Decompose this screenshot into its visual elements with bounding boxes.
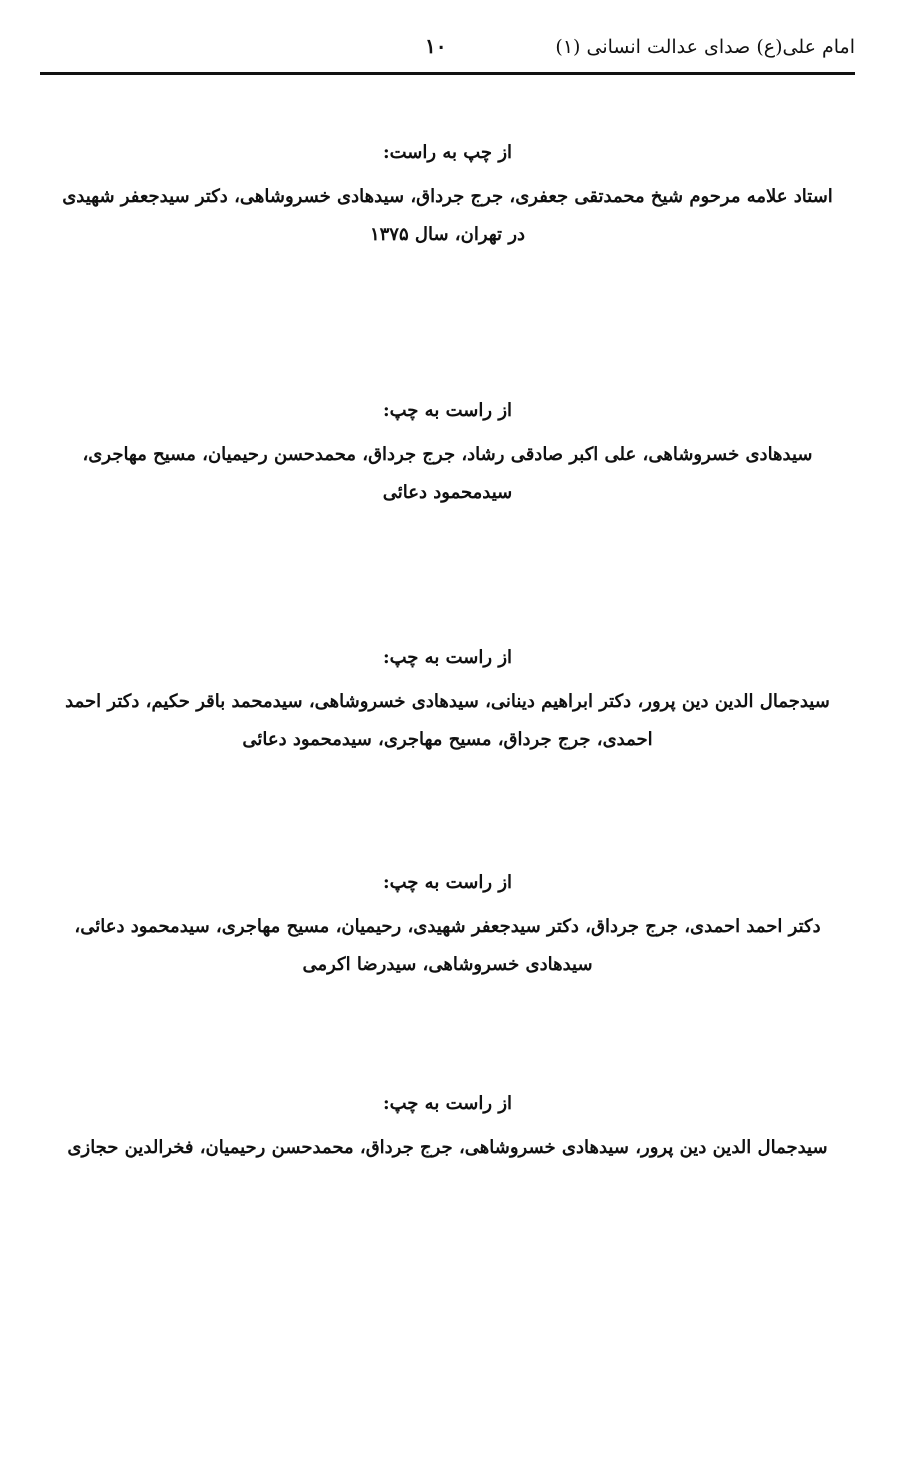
header-divider <box>40 72 855 75</box>
photo-caption-2 <box>40 398 855 512</box>
caption-direction-heading: از چپ به راست: <box>382 142 513 163</box>
photo-caption-4 <box>40 870 855 984</box>
caption-names: سیدجمال الدین دین پرور، سیدهادی خسروشاهی، جرج جرداق، محمدحسن رحیمیان، فخرالدین حجازی <box>67 1137 828 1158</box>
caption-direction-heading: از راست به چپ: <box>382 400 513 421</box>
caption-direction-heading: از راست به چپ: <box>382 1093 513 1114</box>
caption-names: استاد علامه مرحوم شیخ محمدتقی جعفری، جرج جرداق، سیدهادی خسروشاهی، دکتر سیدجعفر شهیدی در تهران، سال ۱۳۷۵ <box>62 186 833 245</box>
running-title: امام علی(ع) صدای عدالت انسانی (۱) <box>555 36 855 58</box>
caption-direction-heading: از راست به چپ: <box>382 872 513 893</box>
page-number: ۱۰ <box>425 34 447 58</box>
photo-caption-5 <box>40 1091 855 1167</box>
caption-names: سیدهادی خسروشاهی، علی اکبر صادقی رشاد، جرج جرداق، محمدحسن رحیمیان، مسیح مهاجری، سیدمحمود دعائی <box>82 444 813 503</box>
photo-caption-3 <box>40 645 855 759</box>
caption-names: سیدجمال الدین دین پرور، دکتر ابراهیم دینانی، سیدهادی خسروشاهی، سیدمحمد باقر حکیم، دکتر احمد احمدی، جرج جرداق، مسیح مهاجری، سیدمحمود دعائی <box>65 691 830 750</box>
caption-direction-heading: از راست به چپ: <box>382 647 513 668</box>
caption-names: دکتر احمد احمدی، جرج جرداق، دکتر سیدجعفر شهیدی، رحیمیان، مسیح مهاجری، سیدمحمود دعائی، سیدهادی خسروشاهی، سیدرضا اکرمی <box>74 916 821 975</box>
photo-caption-1 <box>40 140 855 254</box>
page-header <box>40 30 855 70</box>
